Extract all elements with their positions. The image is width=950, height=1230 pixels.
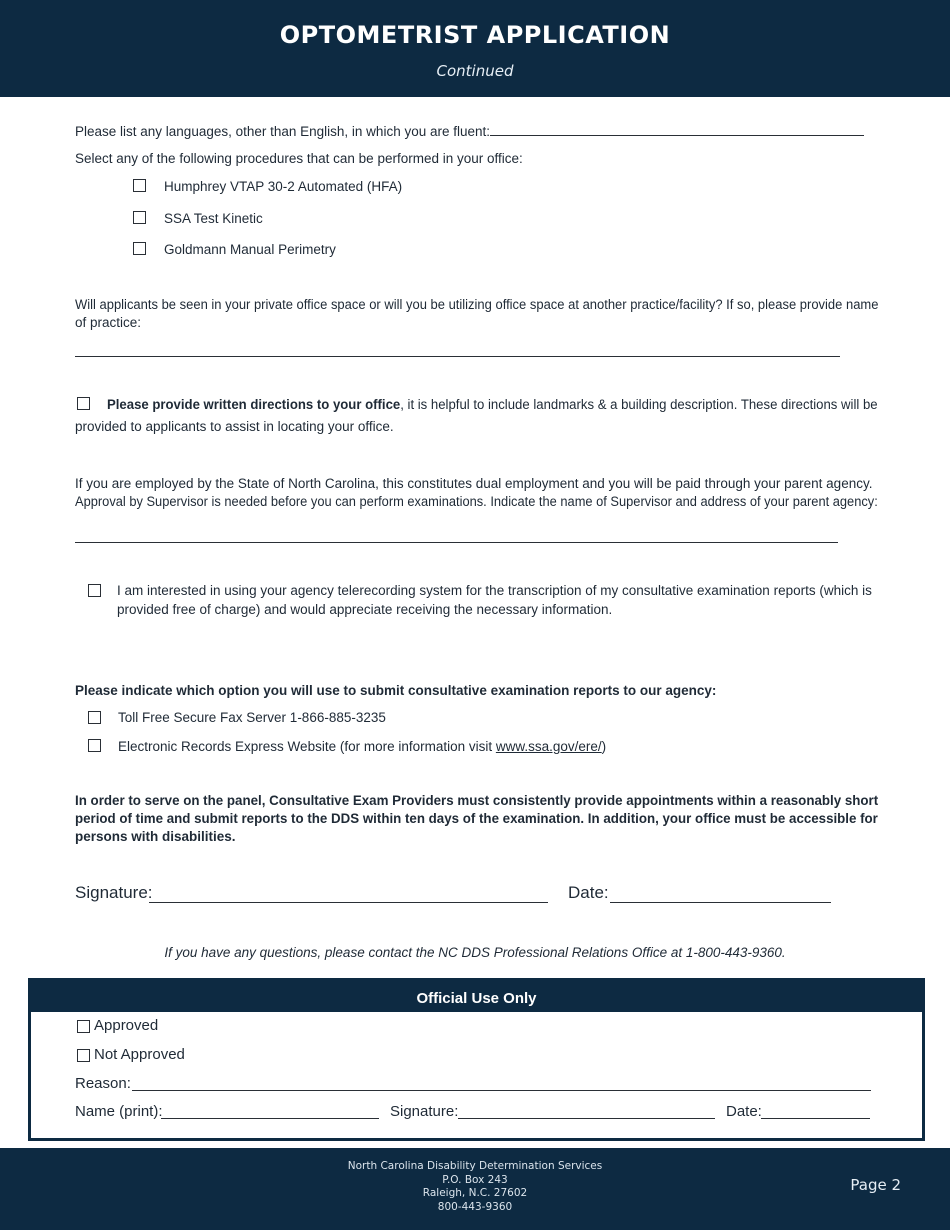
office-space-question-line1: Will applicants be seen in your private office space or will you be utilizing office space at another practice/facility? If so, please provide name xyxy=(75,297,879,312)
ere-link[interactable]: www.ssa.gov/ere/ xyxy=(495,739,602,754)
official-date-field[interactable] xyxy=(761,1118,870,1119)
procedures-label: Select any of the following procedures that can be performed in your office: xyxy=(75,151,523,166)
state-employment-line2: Approval by Supervisor is needed before you can perform examinations. Indicate the name of Supervisor and address of your parent agency: xyxy=(75,494,878,509)
ere-checkbox[interactable] xyxy=(88,739,101,752)
official-use-title: Official Use Only xyxy=(31,981,922,1012)
date-label: Date: xyxy=(568,883,609,902)
footer-address xyxy=(0,1160,950,1214)
approved-label: Approved xyxy=(94,1017,159,1034)
page-number: Page 2 xyxy=(850,1176,901,1194)
procedure-checkbox-kinetic[interactable] xyxy=(133,211,146,224)
directions-line1 xyxy=(107,396,878,414)
directions-line2: provided to applicants to assist in locating your office. xyxy=(75,419,394,434)
not-approved-checkbox[interactable] xyxy=(77,1049,90,1062)
directions-rest-text: , it is helpful to include landmarks & a building description. These directions will be xyxy=(400,397,878,412)
official-signature-label: Signature: xyxy=(390,1103,459,1120)
name-print-field[interactable] xyxy=(161,1118,379,1119)
signature-label: Signature: xyxy=(75,883,153,902)
official-date-label: Date: xyxy=(726,1103,762,1120)
footer-city: Raleigh, N.C. 27602 xyxy=(422,1187,528,1199)
ere-suffix: ) xyxy=(601,739,607,754)
page-footer xyxy=(0,1148,950,1230)
ere-option-label xyxy=(118,738,606,756)
languages-question xyxy=(75,123,864,141)
panel-notice-line2: period of time and submit reports to the DDS within ten days of the examination. In addition, your office must be accessible for xyxy=(75,811,878,826)
reason-field[interactable] xyxy=(132,1090,871,1091)
telerecording-line2: provided free of charge) and would appreciate receiving the necessary information. xyxy=(117,602,613,617)
supervisor-field[interactable] xyxy=(75,542,838,543)
directions-bold-text: Please provide written directions to your office xyxy=(107,397,401,412)
footer-org: North Carolina Disability Determination Services xyxy=(347,1160,603,1172)
signature-field[interactable] xyxy=(149,902,548,903)
panel-notice-line3: persons with disabilities. xyxy=(75,829,236,844)
office-space-question-line2: of practice: xyxy=(75,315,142,330)
date-field[interactable] xyxy=(610,902,831,903)
languages-field[interactable] xyxy=(490,123,864,136)
practice-name-field[interactable] xyxy=(75,356,840,357)
procedure-label-goldmann: Goldmann Manual Perimetry xyxy=(164,242,336,257)
fax-option-label: Toll Free Secure Fax Server 1-866-885-3235 xyxy=(118,710,386,725)
languages-label: Please list any languages, other than English, in which you are fluent: xyxy=(75,124,491,139)
procedure-label-kinetic: SSA Test Kinetic xyxy=(164,211,263,226)
procedure-label-hfa: Humphrey VTAP 30-2 Automated (HFA) xyxy=(164,179,403,194)
footer-phone: 800-443-9360 xyxy=(437,1200,513,1213)
state-employment-line1: If you are employed by the State of North Carolina, this constitutes dual employment and you will be paid through your parent agency. xyxy=(75,476,873,491)
procedure-checkbox-goldmann[interactable] xyxy=(133,242,146,255)
name-print-label: Name (print): xyxy=(75,1103,163,1120)
procedure-checkbox-hfa[interactable] xyxy=(133,179,146,192)
telerecording-checkbox[interactable] xyxy=(88,584,101,597)
page-header xyxy=(0,0,950,97)
fax-checkbox[interactable] xyxy=(88,711,101,724)
submission-heading: Please indicate which option you will use to submit consultative examination reports to our agency: xyxy=(75,683,717,698)
footer-po-box: P.O. Box 243 xyxy=(442,1173,508,1186)
not-approved-label: Not Approved xyxy=(94,1046,185,1063)
official-signature-field[interactable] xyxy=(458,1118,715,1119)
reason-label: Reason: xyxy=(75,1075,131,1092)
directions-checkbox[interactable] xyxy=(77,397,90,410)
document-title: OPTOMETRIST APPLICATION xyxy=(279,21,671,49)
panel-notice-line1: In order to serve on the panel, Consultative Exam Providers must consistently provide appointments within a reasonably short xyxy=(75,793,879,808)
contact-note: If you have any questions, please contact the NC DDS Professional Relations Office at 1-800-443-9360. xyxy=(164,945,786,960)
approved-checkbox[interactable] xyxy=(77,1020,90,1033)
ere-prefix: Electronic Records Express Website (for more information visit xyxy=(118,739,496,754)
telerecording-line1: I am interested in using your agency telerecording system for the transcription of my consultative examination reports (which is xyxy=(117,583,872,598)
document-subtitle: Continued xyxy=(436,62,514,80)
